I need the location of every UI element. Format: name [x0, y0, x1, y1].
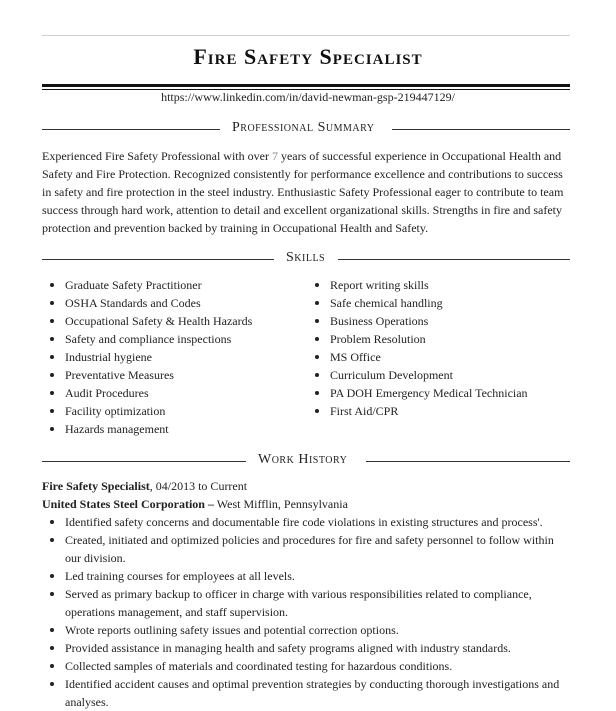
summary-title: Professional Summary — [232, 120, 375, 135]
resume-name: Fire Safety Specialist — [193, 44, 423, 69]
job-bullet: Wrote reports outlining safety issues and potential correction options. — [42, 621, 570, 639]
skill-item: First Aid/CPR — [307, 402, 528, 420]
job-bullets — [42, 513, 570, 711]
job-dates: , 04/2013 to Current — [149, 479, 248, 493]
summary-text-start: Experienced Fire Safety Professional with over — [42, 149, 272, 163]
linkedin-url[interactable]: https://www.linkedin.com/in/david-newman-gsp-219447129/ — [161, 90, 455, 104]
skill-item: PA DOH Emergency Medical Technician — [307, 384, 528, 402]
skill-item: OSHA Standards and Codes — [42, 294, 252, 312]
summary-heading — [42, 120, 570, 138]
skills-list-right — [307, 276, 528, 420]
skill-item: Preventative Measures — [42, 366, 252, 384]
header-thick-divider — [42, 84, 570, 87]
skill-item: Curriculum Development — [307, 366, 528, 384]
skill-item: Industrial hygiene — [42, 348, 252, 366]
heading-rule-left — [42, 129, 220, 130]
summary-text — [42, 147, 570, 237]
job-company-line — [42, 495, 570, 513]
skill-item: Safe chemical handling — [307, 294, 528, 312]
summary-text-end: years of successful experience in Occupational Health and Safety and Fire Protection. Recognized consistently for performance excellence and contributions to success in safety and fire protection in the steel industry. Enthusiastic Safety Professional eager to contribute to team success through hard work, attention to detail and excellent organizational skills. Strengths in fire and safety protection and prevention backed by training in Occupational Health and Safety. — [42, 149, 564, 235]
job-title-line — [42, 477, 570, 495]
skill-item: Safety and compliance inspections — [42, 330, 252, 348]
heading-rule-right — [366, 461, 570, 462]
skills-title: Skills — [286, 250, 326, 265]
job-bullet: Provided assistance in managing health and safety programs aligned with industry standards. — [42, 639, 570, 657]
top-divider — [42, 35, 570, 36]
skill-item: Occupational Safety & Health Hazards — [42, 312, 252, 330]
work-history-title: Work History — [258, 452, 348, 467]
work-history-heading — [42, 452, 570, 470]
job-role: Fire Safety Specialist — [42, 479, 150, 493]
skill-item: Report writing skills — [307, 276, 528, 294]
job-location: West Mifflin, Pennsylvania — [213, 497, 348, 511]
heading-rule-left — [42, 259, 274, 260]
skills-heading — [42, 250, 570, 268]
job-bullet: Identified accident causes and optimal prevention strategies by conducting thorough investigations and analyses. — [42, 675, 570, 711]
skills-list-left — [42, 276, 252, 438]
skill-item: Graduate Safety Practitioner — [42, 276, 252, 294]
years-value: 7 — [271, 149, 278, 163]
heading-rule-right — [338, 259, 570, 260]
heading-rule-right — [392, 129, 570, 130]
job-bullet: Identified safety concerns and documentable fire code violations in existing structures and process'. — [42, 513, 570, 531]
skill-item: MS Office — [307, 348, 528, 366]
job-bullet: Served as primary backup to officer in charge with various responsibilities related to compliance, operations management, and staff supervision. — [42, 585, 570, 621]
skill-item: Business Operations — [307, 312, 528, 330]
skill-item: Audit Procedures — [42, 384, 252, 402]
job-bullet: Collected samples of materials and coordinated testing for hazardous conditions. — [42, 657, 570, 675]
job-company: United States Steel Corporation – — [42, 497, 214, 511]
job-bullet: Led training courses for employees at all levels. — [42, 567, 570, 585]
skill-item: Facility optimization — [42, 402, 252, 420]
job-bullet: Created, initiated and optimized policies and procedures for fire and safety personnel to follow within our division. — [42, 531, 570, 567]
heading-rule-left — [42, 461, 246, 462]
skill-item: Problem Resolution — [307, 330, 528, 348]
skill-item: Hazards management — [42, 420, 252, 438]
